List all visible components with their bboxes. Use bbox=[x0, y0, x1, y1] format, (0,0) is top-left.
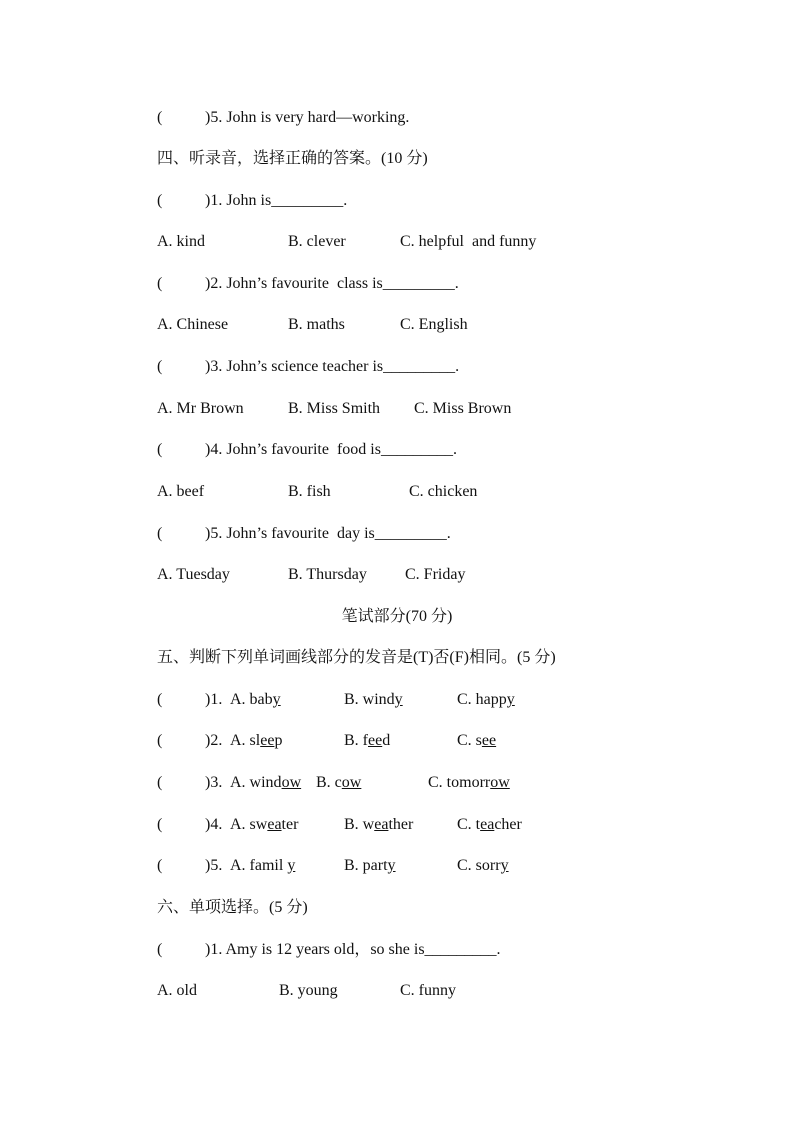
option-a bbox=[230, 690, 281, 710]
answer-paren: ( bbox=[157, 109, 163, 126]
option-c: C. English bbox=[400, 316, 468, 333]
question-number: )5. bbox=[205, 857, 227, 874]
question-text: )1. John is_________. bbox=[205, 192, 348, 209]
section-heading: 六、单项选择。(5 分) bbox=[157, 899, 308, 916]
question-number: )3. bbox=[205, 774, 227, 791]
underlined-letters: ow bbox=[341, 774, 362, 791]
question-number: )2. bbox=[205, 732, 227, 749]
underlined-letters: ea bbox=[267, 816, 282, 833]
question-number: )4. bbox=[205, 816, 227, 833]
underlined-letters: y bbox=[500, 857, 509, 874]
option-b bbox=[344, 856, 396, 876]
option-c bbox=[457, 690, 515, 710]
answer-paren: ( bbox=[157, 816, 163, 833]
question-text: )4. John’s favourite food is_________. bbox=[205, 441, 457, 458]
word-part: p bbox=[274, 732, 283, 749]
word-part: B. c bbox=[316, 774, 342, 791]
option-a bbox=[230, 856, 295, 876]
word-part: C. tomorr bbox=[428, 774, 491, 791]
option-b bbox=[344, 690, 403, 710]
option-c bbox=[428, 773, 510, 793]
option-a: A. Mr Brown bbox=[157, 400, 244, 417]
option-b: B. Miss Smith bbox=[288, 400, 381, 417]
question-text: )5. John is very hard—working. bbox=[205, 109, 410, 126]
question-number: )1. bbox=[205, 691, 227, 708]
word-part: A. famil bbox=[230, 857, 288, 874]
option-b: B. fish bbox=[288, 483, 331, 500]
option-c: C. funny bbox=[400, 982, 456, 999]
option-b bbox=[344, 731, 390, 751]
question-line bbox=[157, 274, 459, 294]
option-c bbox=[457, 856, 509, 876]
word-part: C. t bbox=[457, 816, 481, 833]
underlined-letters: ee bbox=[368, 732, 383, 749]
phonics-row bbox=[157, 773, 226, 793]
phonics-row bbox=[157, 731, 226, 751]
option-b: B. clever bbox=[288, 233, 346, 250]
word-part: d bbox=[382, 732, 391, 749]
option-b bbox=[316, 773, 361, 793]
word-part: A. bab bbox=[230, 691, 273, 708]
question-text: )2. John’s favourite class is_________. bbox=[205, 275, 459, 292]
phonics-row bbox=[157, 690, 226, 710]
option-c: C. helpful and funny bbox=[400, 233, 537, 250]
question-text: )3. John’s science teacher is_________. bbox=[205, 358, 460, 375]
underlined-letters: y bbox=[506, 691, 515, 708]
underlined-letters: ee bbox=[260, 732, 275, 749]
option-c: C. Friday bbox=[405, 566, 466, 583]
option-a: A. beef bbox=[157, 483, 205, 500]
underlined-letters: y bbox=[287, 857, 296, 874]
question-line bbox=[157, 108, 409, 128]
word-part: ther bbox=[388, 816, 414, 833]
answer-paren: ( bbox=[157, 358, 163, 375]
word-part: C. sorr bbox=[457, 857, 501, 874]
underlined-letters: ow bbox=[490, 774, 510, 791]
word-part: C. s bbox=[457, 732, 482, 749]
underlined-letters: ow bbox=[281, 774, 302, 791]
section-heading: 四、听录音，选择正确的答案。(10 分) bbox=[157, 150, 428, 167]
underlined-letters: y bbox=[272, 691, 281, 708]
option-b: B. young bbox=[279, 982, 338, 999]
underlined-letters: y bbox=[387, 857, 396, 874]
question-line bbox=[157, 440, 457, 460]
option-a: A. old bbox=[157, 982, 197, 999]
underlined-letters: y bbox=[394, 691, 403, 708]
option-a bbox=[230, 815, 298, 835]
word-part: B. wind bbox=[344, 691, 395, 708]
question-text: )1. Amy is 12 years old，so she is_________. bbox=[205, 941, 501, 958]
option-c: C. Miss Brown bbox=[414, 400, 512, 417]
question-line bbox=[157, 524, 451, 544]
option-a: A. Chinese bbox=[157, 316, 229, 333]
word-part: A. sw bbox=[230, 816, 268, 833]
option-c bbox=[457, 815, 522, 835]
option-b: B. maths bbox=[288, 316, 345, 333]
question-line bbox=[157, 357, 459, 377]
word-part: C. happ bbox=[457, 691, 507, 708]
option-c bbox=[457, 731, 496, 751]
answer-paren: ( bbox=[157, 774, 163, 791]
answer-paren: ( bbox=[157, 941, 163, 958]
question-line bbox=[157, 191, 347, 211]
answer-paren: ( bbox=[157, 441, 163, 458]
phonics-row bbox=[157, 815, 226, 835]
word-part: B. part bbox=[344, 857, 388, 874]
option-a: A. Tuesday bbox=[157, 566, 230, 583]
option-c: C. chicken bbox=[409, 483, 478, 500]
word-part: cher bbox=[494, 816, 522, 833]
option-b bbox=[344, 815, 413, 835]
section-heading: 五、判断下列单词画线部分的发音是(T)否(F)相同。(5 分) bbox=[157, 649, 556, 666]
underlined-letters: ea bbox=[480, 816, 495, 833]
answer-paren: ( bbox=[157, 192, 163, 209]
underlined-letters: ee bbox=[481, 732, 497, 749]
word-part: A. sl bbox=[230, 732, 261, 749]
word-part: ter bbox=[281, 816, 299, 833]
option-a bbox=[230, 773, 301, 793]
answer-paren: ( bbox=[157, 732, 163, 749]
option-a: A. kind bbox=[157, 233, 205, 250]
question-line bbox=[157, 940, 501, 960]
answer-paren: ( bbox=[157, 691, 163, 708]
word-part: B. w bbox=[344, 816, 375, 833]
word-part: A. wind bbox=[230, 774, 282, 791]
answer-paren: ( bbox=[157, 275, 163, 292]
answer-paren: ( bbox=[157, 525, 163, 542]
part-heading: 笔试部分(70 分) bbox=[341, 608, 453, 625]
underlined-letters: ea bbox=[374, 816, 389, 833]
option-b: B. Thursday bbox=[288, 566, 367, 583]
word-part: B. f bbox=[344, 732, 368, 749]
option-a bbox=[230, 731, 282, 751]
question-text: )5. John’s favourite day is_________. bbox=[205, 525, 451, 542]
phonics-row bbox=[157, 856, 226, 876]
answer-paren: ( bbox=[157, 857, 163, 874]
